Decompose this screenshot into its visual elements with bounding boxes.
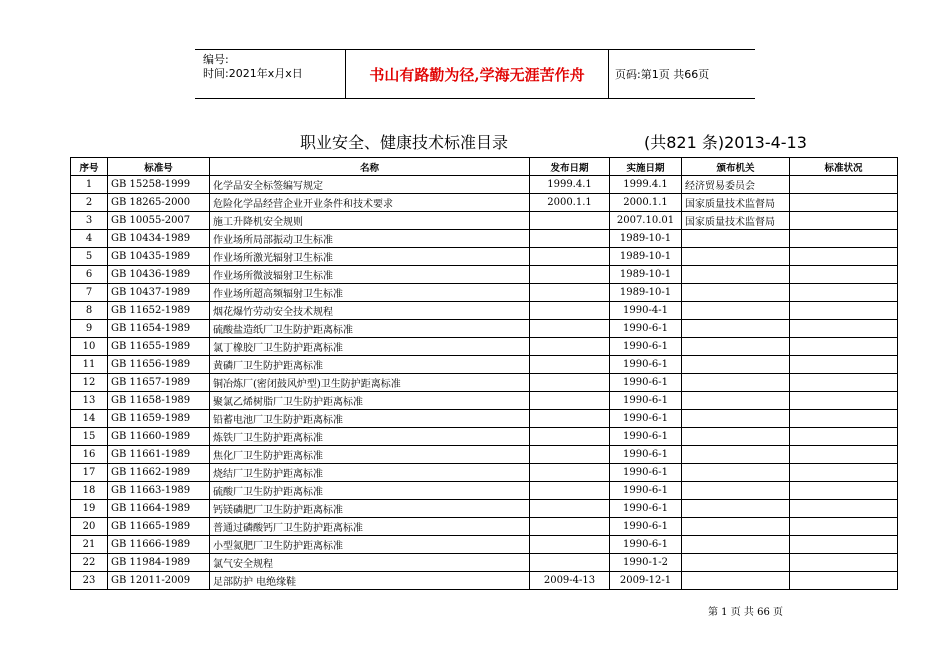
cell-issuer bbox=[682, 554, 790, 572]
cell-effective-date: 1990-6-1 bbox=[610, 320, 682, 338]
cell-name: 施工升降机安全规则 bbox=[210, 212, 530, 230]
cell-status bbox=[790, 302, 898, 320]
cell-status bbox=[790, 536, 898, 554]
motto: 书山有路勤为径,学海无涯苦作舟 bbox=[346, 50, 609, 98]
cell-name: 炼铁厂卫生防护距离标准 bbox=[210, 428, 530, 446]
cell-seq: 21 bbox=[71, 536, 108, 554]
cell-status bbox=[790, 212, 898, 230]
cell-seq: 20 bbox=[71, 518, 108, 536]
table-row bbox=[71, 518, 898, 536]
cell-name: 危险化学品经营企业开业条件和技术要求 bbox=[210, 194, 530, 212]
cell-issuer bbox=[682, 518, 790, 536]
table-row bbox=[71, 464, 898, 482]
cell-status bbox=[790, 230, 898, 248]
time-label: 时间:2021年x月x日 bbox=[203, 67, 303, 80]
cell-publish-date bbox=[530, 284, 610, 302]
cell-effective-date: 1990-6-1 bbox=[610, 518, 682, 536]
cell-seq: 10 bbox=[71, 338, 108, 356]
cell-seq: 15 bbox=[71, 428, 108, 446]
table-row bbox=[71, 320, 898, 338]
cell-effective-date: 1990-4-1 bbox=[610, 302, 682, 320]
table-row bbox=[71, 176, 898, 194]
cell-seq: 4 bbox=[71, 230, 108, 248]
cell-effective-date: 1990-1-2 bbox=[610, 554, 682, 572]
cell-publish-date bbox=[530, 554, 610, 572]
header-meta bbox=[195, 50, 346, 98]
cell-publish-date bbox=[530, 212, 610, 230]
cell-name: 焦化厂卫生防护距离标准 bbox=[210, 446, 530, 464]
cell-status bbox=[790, 194, 898, 212]
cell-effective-date: 1999.4.1 bbox=[610, 176, 682, 194]
cell-publish-date bbox=[530, 446, 610, 464]
cell-issuer bbox=[682, 482, 790, 500]
cell-name: 硫酸厂卫生防护距离标准 bbox=[210, 482, 530, 500]
cell-issuer bbox=[682, 266, 790, 284]
cell-publish-date bbox=[530, 266, 610, 284]
cell-status bbox=[790, 248, 898, 266]
cell-seq: 17 bbox=[71, 464, 108, 482]
page-footer: 第 1 页 共 66 页 bbox=[708, 607, 783, 618]
cell-name: 化学品安全标签编写规定 bbox=[210, 176, 530, 194]
cell-issuer bbox=[682, 320, 790, 338]
cell-seq: 8 bbox=[71, 302, 108, 320]
cell-standard-no: GB 11655-1989 bbox=[108, 338, 210, 356]
table-row bbox=[71, 212, 898, 230]
cell-name: 作业场所局部振动卫生标准 bbox=[210, 230, 530, 248]
cell-seq: 5 bbox=[71, 248, 108, 266]
cell-status bbox=[790, 320, 898, 338]
table-row bbox=[71, 428, 898, 446]
cell-standard-no: GB 10435-1989 bbox=[108, 248, 210, 266]
cell-publish-date bbox=[530, 374, 610, 392]
cell-effective-date: 1989-10-1 bbox=[610, 248, 682, 266]
cell-status bbox=[790, 500, 898, 518]
cell-status bbox=[790, 428, 898, 446]
cell-seq: 9 bbox=[71, 320, 108, 338]
cell-seq: 2 bbox=[71, 194, 108, 212]
cell-name: 烧结厂卫生防护距离标准 bbox=[210, 464, 530, 482]
cell-standard-no: GB 11656-1989 bbox=[108, 356, 210, 374]
cell-effective-date: 1990-6-1 bbox=[610, 428, 682, 446]
cell-standard-no: GB 10437-1989 bbox=[108, 284, 210, 302]
cell-name: 聚氯乙烯树脂厂卫生防护距离标准 bbox=[210, 392, 530, 410]
cell-effective-date: 1990-6-1 bbox=[610, 338, 682, 356]
cell-status bbox=[790, 410, 898, 428]
cell-status bbox=[790, 374, 898, 392]
cell-issuer bbox=[682, 248, 790, 266]
cell-status bbox=[790, 176, 898, 194]
cell-standard-no: GB 11662-1989 bbox=[108, 464, 210, 482]
cell-status bbox=[790, 284, 898, 302]
cell-publish-date bbox=[530, 428, 610, 446]
cell-issuer bbox=[682, 500, 790, 518]
table-row bbox=[71, 284, 898, 302]
cell-seq: 14 bbox=[71, 410, 108, 428]
cell-name: 烟花爆竹劳动安全技术规程 bbox=[210, 302, 530, 320]
cell-effective-date: 1989-10-1 bbox=[610, 284, 682, 302]
cell-status bbox=[790, 356, 898, 374]
table-row bbox=[71, 500, 898, 518]
cell-name: 氯丁橡胶厂卫生防护距离标准 bbox=[210, 338, 530, 356]
cell-standard-no: GB 11660-1989 bbox=[108, 428, 210, 446]
cell-effective-date: 1989-10-1 bbox=[610, 230, 682, 248]
cell-issuer bbox=[682, 464, 790, 482]
cell-name: 铜冶炼厂(密闭鼓风炉型)卫生防护距离标准 bbox=[210, 374, 530, 392]
cell-publish-date bbox=[530, 392, 610, 410]
cell-publish-date bbox=[530, 410, 610, 428]
page-code: 页码:第1页 共66页 bbox=[615, 68, 710, 81]
cell-publish-date: 2009-4-13 bbox=[530, 572, 610, 590]
header-col-seq: 序号 bbox=[71, 158, 108, 176]
table-row bbox=[71, 248, 898, 266]
cell-effective-date: 1990-6-1 bbox=[610, 536, 682, 554]
cell-issuer bbox=[682, 302, 790, 320]
cell-issuer: 国家质量技术监督局 bbox=[682, 212, 790, 230]
cell-publish-date bbox=[530, 518, 610, 536]
cell-seq: 16 bbox=[71, 446, 108, 464]
number-label: 编号: bbox=[203, 53, 229, 66]
cell-status bbox=[790, 266, 898, 284]
cell-issuer bbox=[682, 230, 790, 248]
cell-status bbox=[790, 518, 898, 536]
cell-standard-no: GB 11664-1989 bbox=[108, 500, 210, 518]
cell-issuer bbox=[682, 392, 790, 410]
cell-name: 作业场所超高频辐射卫生标准 bbox=[210, 284, 530, 302]
table-body bbox=[71, 176, 898, 590]
header-col-effective-date: 实施日期 bbox=[610, 158, 682, 176]
table-row bbox=[71, 356, 898, 374]
cell-name: 硫酸盐造纸厂卫生防护距离标准 bbox=[210, 320, 530, 338]
cell-seq: 11 bbox=[71, 356, 108, 374]
cell-standard-no: GB 15258-1999 bbox=[108, 176, 210, 194]
cell-effective-date: 1990-6-1 bbox=[610, 410, 682, 428]
cell-name: 氯气安全规程 bbox=[210, 554, 530, 572]
table-row bbox=[71, 554, 898, 572]
cell-issuer bbox=[682, 536, 790, 554]
cell-status bbox=[790, 554, 898, 572]
cell-name: 足部防护 电绝缘鞋 bbox=[210, 572, 530, 590]
cell-seq: 22 bbox=[71, 554, 108, 572]
cell-standard-no: GB 10436-1989 bbox=[108, 266, 210, 284]
cell-standard-no: GB 18265-2000 bbox=[108, 194, 210, 212]
cell-name: 铅蓄电池厂卫生防护距离标准 bbox=[210, 410, 530, 428]
cell-name: 作业场所激光辐射卫生标准 bbox=[210, 248, 530, 266]
cell-issuer bbox=[682, 446, 790, 464]
table-row bbox=[71, 410, 898, 428]
cell-publish-date bbox=[530, 320, 610, 338]
cell-seq: 6 bbox=[71, 266, 108, 284]
cell-issuer bbox=[682, 284, 790, 302]
cell-standard-no: GB 11665-1989 bbox=[108, 518, 210, 536]
cell-publish-date bbox=[530, 248, 610, 266]
cell-status bbox=[790, 572, 898, 590]
cell-issuer bbox=[682, 428, 790, 446]
cell-effective-date: 1990-6-1 bbox=[610, 392, 682, 410]
cell-issuer: 经济贸易委员会 bbox=[682, 176, 790, 194]
cell-publish-date bbox=[530, 230, 610, 248]
cell-issuer: 国家质量技术监督局 bbox=[682, 194, 790, 212]
cell-effective-date: 2009-12-1 bbox=[610, 572, 682, 590]
cell-name: 普通过磷酸钙厂卫生防护距离标准 bbox=[210, 518, 530, 536]
cell-standard-no: GB 11654-1989 bbox=[108, 320, 210, 338]
cell-standard-no: GB 10434-1989 bbox=[108, 230, 210, 248]
cell-standard-no: GB 11659-1989 bbox=[108, 410, 210, 428]
cell-issuer bbox=[682, 572, 790, 590]
cell-effective-date: 1990-6-1 bbox=[610, 500, 682, 518]
cell-publish-date bbox=[530, 338, 610, 356]
cell-name: 作业场所微波辐射卫生标准 bbox=[210, 266, 530, 284]
cell-standard-no: GB 11984-1989 bbox=[108, 554, 210, 572]
cell-standard-no: GB 11658-1989 bbox=[108, 392, 210, 410]
cell-standard-no: GB 11657-1989 bbox=[108, 374, 210, 392]
cell-effective-date: 1990-6-1 bbox=[610, 446, 682, 464]
document-count: (共821 条)2013-4-13 bbox=[644, 133, 807, 152]
standards-table bbox=[70, 157, 898, 590]
cell-publish-date bbox=[530, 302, 610, 320]
cell-publish-date: 1999.4.1 bbox=[530, 176, 610, 194]
cell-effective-date: 1990-6-1 bbox=[610, 482, 682, 500]
table-row bbox=[71, 446, 898, 464]
cell-status bbox=[790, 464, 898, 482]
cell-publish-date bbox=[530, 482, 610, 500]
header-col-publish-date: 发布日期 bbox=[530, 158, 610, 176]
cell-effective-date: 1990-6-1 bbox=[610, 356, 682, 374]
cell-seq: 12 bbox=[71, 374, 108, 392]
cell-seq: 3 bbox=[71, 212, 108, 230]
document-header bbox=[195, 49, 755, 99]
cell-effective-date: 1990-6-1 bbox=[610, 374, 682, 392]
header-col-standard-no: 标准号 bbox=[108, 158, 210, 176]
cell-publish-date bbox=[530, 464, 610, 482]
header-col-issuer: 颁布机关 bbox=[682, 158, 790, 176]
cell-seq: 23 bbox=[71, 572, 108, 590]
cell-standard-no: GB 11652-1989 bbox=[108, 302, 210, 320]
table-row bbox=[71, 194, 898, 212]
cell-name: 小型氮肥厂卫生防护距离标准 bbox=[210, 536, 530, 554]
cell-seq: 18 bbox=[71, 482, 108, 500]
cell-publish-date bbox=[530, 356, 610, 374]
table-row bbox=[71, 230, 898, 248]
table-row bbox=[71, 482, 898, 500]
cell-standard-no: GB 11663-1989 bbox=[108, 482, 210, 500]
cell-seq: 1 bbox=[71, 176, 108, 194]
cell-status bbox=[790, 338, 898, 356]
cell-status bbox=[790, 392, 898, 410]
table-row bbox=[71, 572, 898, 590]
table-row bbox=[71, 266, 898, 284]
cell-effective-date: 2007.10.01 bbox=[610, 212, 682, 230]
cell-effective-date: 1989-10-1 bbox=[610, 266, 682, 284]
table-header-row bbox=[71, 158, 898, 176]
cell-standard-no: GB 12011-2009 bbox=[108, 572, 210, 590]
cell-seq: 13 bbox=[71, 392, 108, 410]
cell-issuer bbox=[682, 338, 790, 356]
cell-seq: 19 bbox=[71, 500, 108, 518]
cell-name: 黄磷厂卫生防护距离标准 bbox=[210, 356, 530, 374]
cell-standard-no: GB 10055-2007 bbox=[108, 212, 210, 230]
document-title: 职业安全、健康技术标准目录 bbox=[300, 133, 509, 152]
cell-publish-date: 2000.1.1 bbox=[530, 194, 610, 212]
cell-effective-date: 2000.1.1 bbox=[610, 194, 682, 212]
header-col-status: 标准状况 bbox=[790, 158, 898, 176]
cell-issuer bbox=[682, 356, 790, 374]
table-row bbox=[71, 302, 898, 320]
table-row bbox=[71, 392, 898, 410]
cell-name: 钙镁磷肥厂卫生防护距离标准 bbox=[210, 500, 530, 518]
cell-status bbox=[790, 446, 898, 464]
cell-publish-date bbox=[530, 500, 610, 518]
table-row bbox=[71, 374, 898, 392]
header-col-name: 名称 bbox=[210, 158, 530, 176]
cell-issuer bbox=[682, 410, 790, 428]
cell-effective-date: 1990-6-1 bbox=[610, 464, 682, 482]
cell-publish-date bbox=[530, 536, 610, 554]
table-row bbox=[71, 536, 898, 554]
cell-status bbox=[790, 482, 898, 500]
table-row bbox=[71, 338, 898, 356]
cell-seq: 7 bbox=[71, 284, 108, 302]
cell-standard-no: GB 11666-1989 bbox=[108, 536, 210, 554]
cell-issuer bbox=[682, 374, 790, 392]
cell-standard-no: GB 11661-1989 bbox=[108, 446, 210, 464]
